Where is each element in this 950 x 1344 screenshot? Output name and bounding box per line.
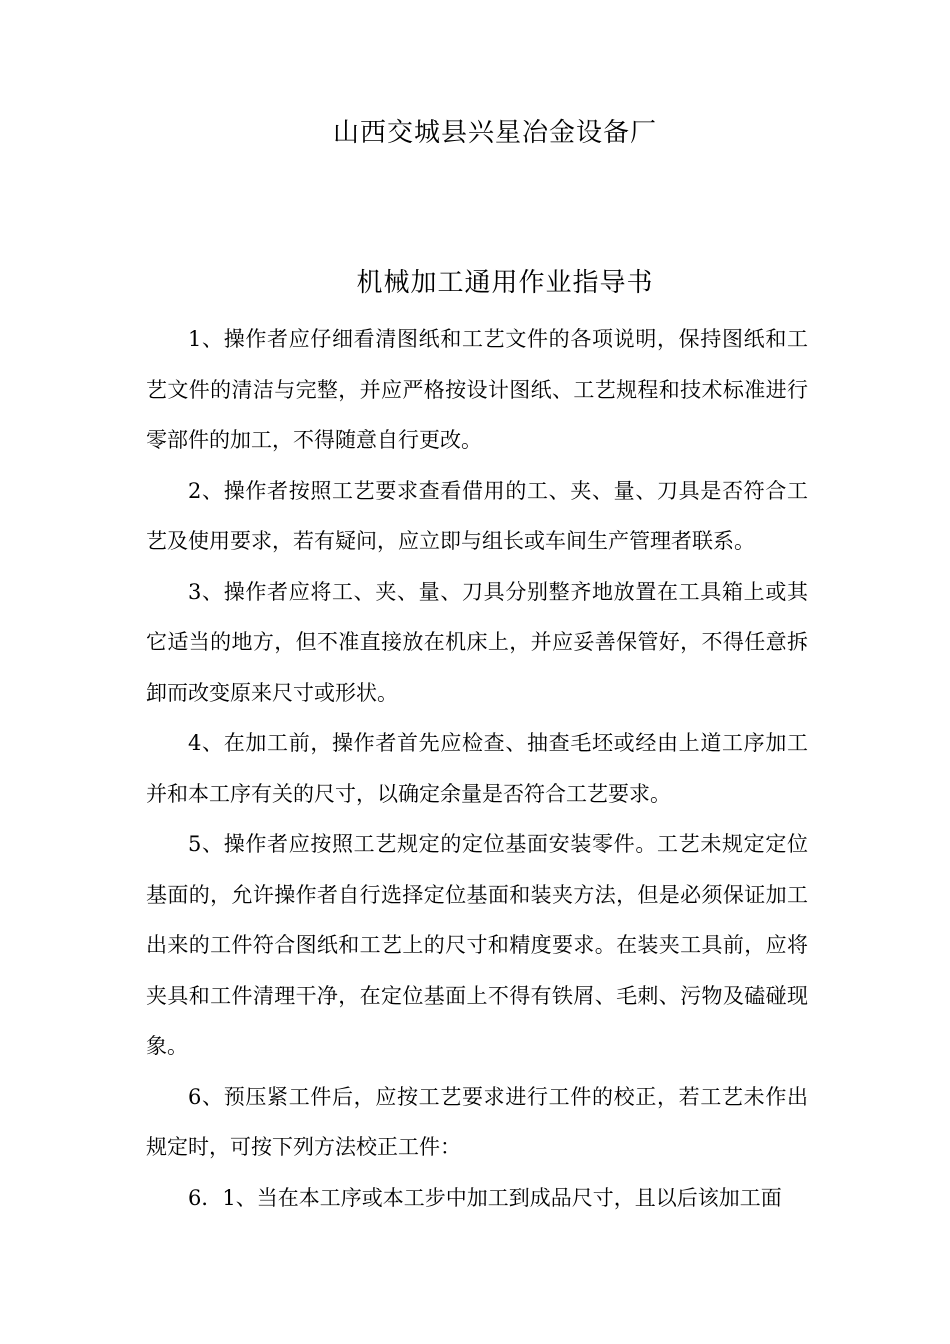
document-title: 机械加工通用作业指导书 [356,268,654,298]
paragraph-2: 2、操作者按照工艺要求查看借用的工、夹、量、刀具是否符合工艺及使用要求，若有疑问，应立即与组长或车间生产管理者联系。 [146,478,808,553]
paragraph-3: 3、操作者应将工、夹、量、刀具分别整齐地放置在工具箱上或其它适当的地方，但不准直接放在机床上，并应妥善保管好，不得任意拆卸而改变原来尺寸或形状。 [146,579,808,705]
paragraph-6: 6、预压紧工件后，应按工艺要求进行工件的校正，若工艺未作出规定时，可按下列方法校正工件： [146,1084,808,1159]
paragraph-1: 1、操作者应仔细看清图纸和工艺文件的各项说明，保持图纸和工艺文件的清洁与完整，并应严格按设计图纸、工艺规程和技术标准进行零部件的加工，不得随意自行更改。 [146,327,808,452]
paragraph-4: 4、在加工前，操作者首先应检查、抽查毛坯或经由上道工序加工并和本工序有关的尺寸，以确定余量是否符合工艺要求。 [146,731,808,806]
paragraph-6-1: 6．1、当在本工序或本工步中加工到成品尺寸，且以后该加工面 [188,1185,782,1210]
document-body [146,314,808,1223]
company-name: 山西交城县兴星冶金设备厂 [332,118,657,148]
paragraph-5: 5、操作者应按照工艺规定的定位基面安装零件。工艺未规定定位基面的，允许操作者自行选择定位基面和装夹方法，但是必须保证加工出来的工件符合图纸和工艺上的尺寸和精度要求。在装夹工具前，应将夹具和工件清理干净，在定位基面上不得有铁屑、毛刺、污物及磕碰现象。 [146,832,808,1058]
